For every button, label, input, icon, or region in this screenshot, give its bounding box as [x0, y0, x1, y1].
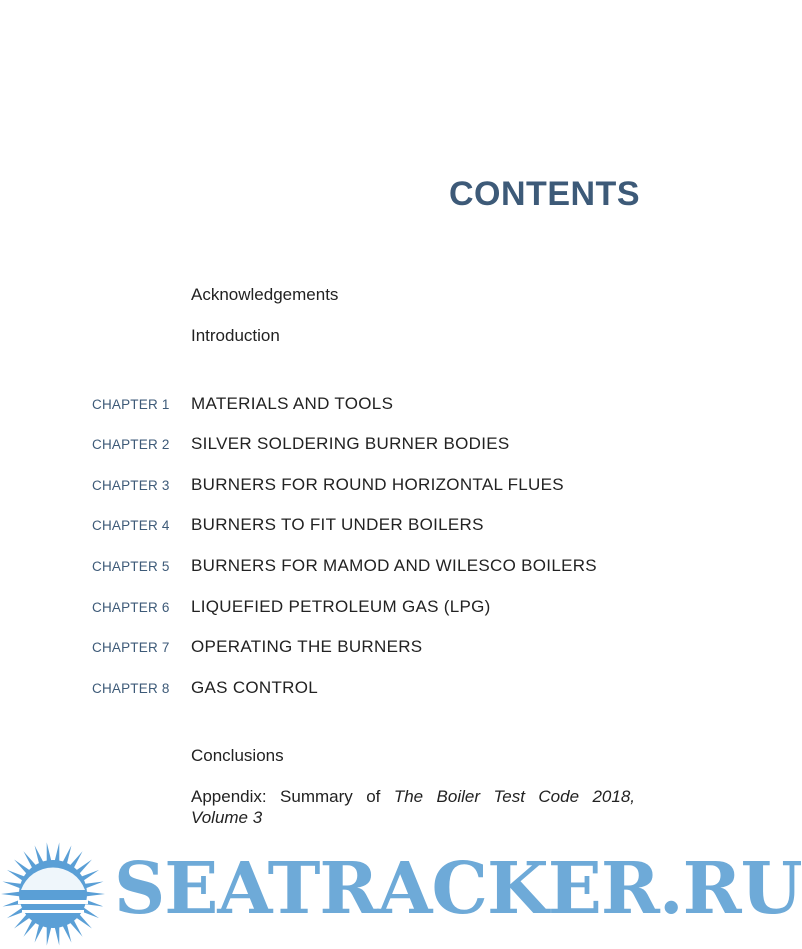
chapter-title: MATERIALS AND TOOLS — [191, 394, 394, 413]
chapter-number: CHAPTER 1 — [92, 397, 170, 412]
chapter-title: SILVER SOLDERING BURNER BODIES — [191, 434, 510, 453]
appendix-italic-title: The Boiler Test Code 2018, Volume 3 — [191, 787, 635, 827]
chapter-row-2 — [0, 434, 728, 458]
chapter-number: CHAPTER 2 — [92, 437, 170, 452]
back-matter-conclusions: Conclusions — [191, 746, 284, 765]
chapter-number: CHAPTER 6 — [92, 600, 170, 615]
chapter-title: OPERATING THE BURNERS — [191, 637, 423, 656]
chapter-row-4 — [0, 515, 728, 539]
chapter-title: BURNERS TO FIT UNDER BOILERS — [191, 515, 484, 534]
chapter-number: CHAPTER 4 — [92, 518, 170, 533]
chapter-title: BURNERS FOR ROUND HORIZONTAL FLUES — [191, 475, 564, 494]
chapter-title: BURNERS FOR MAMOD AND WILESCO BOILERS — [191, 556, 597, 575]
chapter-row-5 — [0, 556, 728, 580]
chapter-number: CHAPTER 3 — [92, 478, 170, 493]
chapter-number: CHAPTER 8 — [92, 681, 170, 696]
front-matter-introduction: Introduction — [191, 326, 280, 345]
chapter-title: GAS CONTROL — [191, 678, 319, 697]
watermark-text: SEATRACKER.RU — [114, 846, 802, 930]
back-matter-appendix — [191, 786, 635, 828]
chapter-number: CHAPTER 7 — [92, 640, 170, 655]
chapter-number: CHAPTER 5 — [92, 559, 170, 574]
appendix-prefix: Appendix: Summary of — [191, 787, 394, 806]
chapter-row-8 — [0, 678, 728, 702]
sun-icon — [0, 842, 112, 949]
page-title: CONTENTS — [449, 175, 640, 213]
chapter-title: LIQUEFIED PETROLEUM GAS (LPG) — [191, 597, 491, 616]
chapter-row-3 — [0, 475, 728, 499]
chapter-row-6 — [0, 597, 728, 621]
chapter-row-7 — [0, 637, 728, 661]
front-matter-acknowledgements: Acknowledgements — [191, 285, 339, 304]
watermark — [0, 842, 802, 949]
chapter-row-1 — [0, 394, 728, 418]
